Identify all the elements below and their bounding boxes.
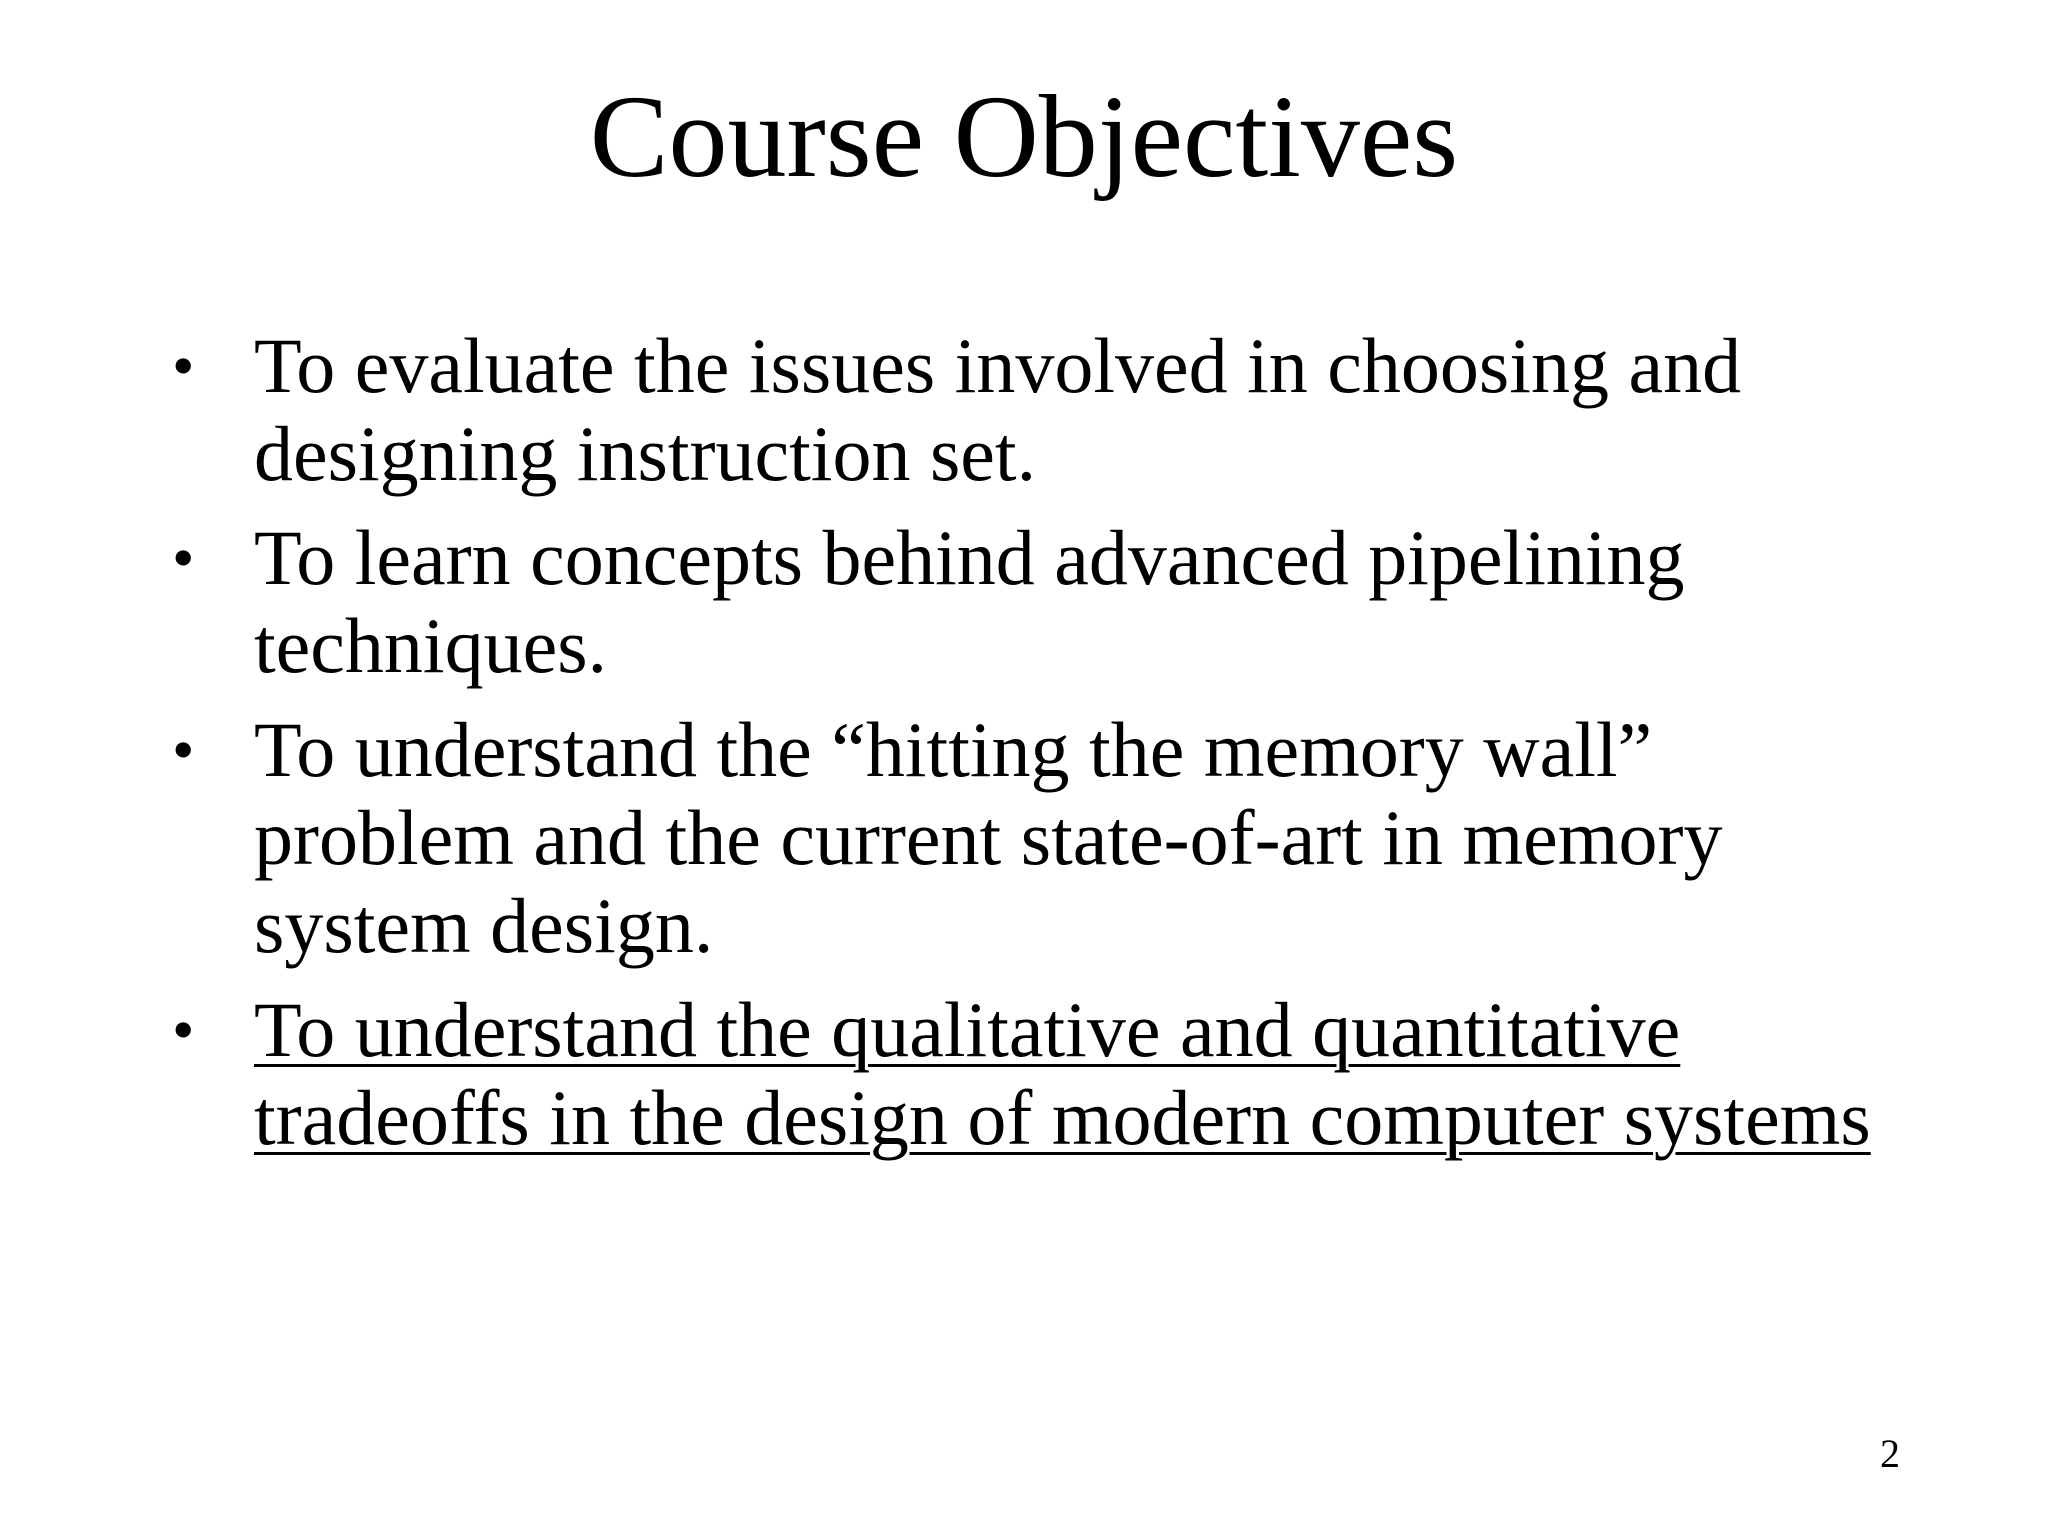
bullet-icon: • [172,330,195,401]
bullet-text: To learn concepts behind advanced pipelining techniques. [254,514,1685,689]
objectives-list [172,322,1872,1178]
page-number: 2 [1880,1431,1900,1476]
bullet-text: To understand the “hitting the memory wall” problem and the current state-of-art in memory system design. [254,706,1723,969]
bullet-item [172,986,1872,1162]
bullet-item [172,322,1872,498]
bullet-text-underlined: To understand the qualitative and quantitative tradeoffs in the design of modern computer systems [254,986,1871,1161]
bullet-icon: • [172,714,195,785]
bullet-item [172,514,1872,690]
bullet-item [172,706,1872,970]
bullet-icon: • [172,522,195,593]
slide-title: Course Objectives [589,71,1459,202]
bullet-text: To evaluate the issues involved in choosing and designing instruction set. [254,322,1742,497]
bullet-icon: • [172,994,195,1065]
